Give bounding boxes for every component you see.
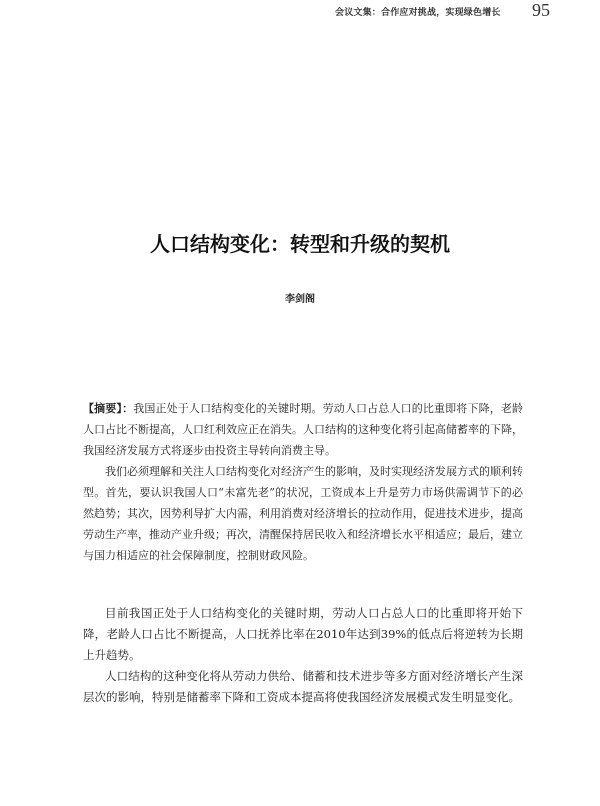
body-section (83, 603, 523, 708)
body-paragraph-1: 目前我国正处于人口结构变化的关键时期，劳动人口占总人口的比重即将开始下降，老龄人口占比不断提高，人口抚养比率在2010年达到39%的低点后将逆转为长期上升趋势。 (83, 606, 523, 662)
article-author: 李剑阁 (285, 294, 315, 305)
running-header: 会议文集：合作应对挑战，实现绿色增长 (335, 8, 501, 18)
abstract-label: 【摘要】： (83, 402, 134, 415)
abstract-paragraph-1 (83, 398, 523, 461)
abstract-text-1: 我国正处于人口结构变化的关键时期。劳动人口占总人口的比重即将下降，老龄人口占比不断提高，人口红利效应正在消失。人口结构的这种变化将引起高储蓄率的下降，我国经济发展方式将逐步由投资主导转向消费主导。 (83, 402, 524, 457)
page-number: 95 (532, 0, 550, 20)
abstract-paragraph-2: 我们必须理解和关注人口结构变化对经济产生的影响，及时实现经济发展方式的顺利转型。首先，要认识我国人口“未富先老”的状况，工资成本上升是劳力市场供需调节下的必然趋势；其次，因势利导扩大内需，利用消费对经济增长的拉动作用，促进技术进步，提高劳动生产率，推动产业升级；再次，清醒保持居民收入和经济增长水平相适应；最后，建立与国力相适应的社会保障制度，控制财政风险。 (83, 465, 523, 562)
body-paragraph-2: 人口结构的这种变化将从劳动力供给、储蓄和技术进步等多方面对经济增长产生深层次的影响，特别是储蓄率下降和工资成本提高将使我国经济发展模式发生明显变化。 (83, 669, 523, 704)
abstract-section (83, 398, 523, 566)
article-title: 人口结构变化：转型和升级的契机 (150, 232, 450, 256)
